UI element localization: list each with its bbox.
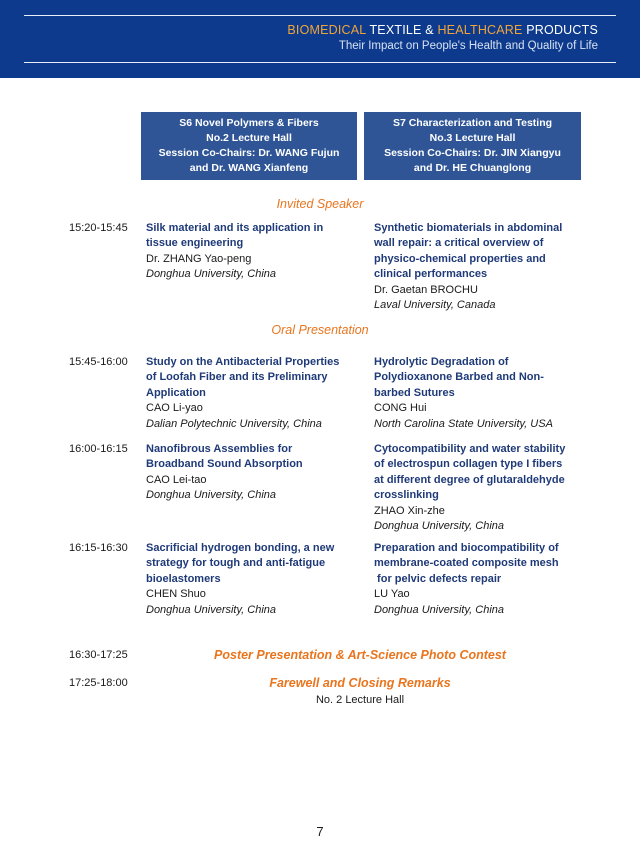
session-s7-chairs-cont: and Dr. HE Chuanglong: [413, 162, 532, 174]
talk-affiliation: Donghua University, China: [146, 603, 277, 616]
talk-affiliation: North Carolina State University, USA: [374, 417, 553, 430]
session-s7-chairs: Session Co-Chairs: Dr. JIN Xiangyu: [384, 147, 561, 159]
header-title: [287, 23, 598, 37]
header-title-healthcare: HEALTHCARE: [437, 23, 523, 37]
talk-title: Preparation and biocompatibility of membrane-coated composite mesh for pelvic defects repair: [374, 542, 559, 585]
talk-affiliation: Laval University, Canada: [374, 299, 496, 312]
talk-title: Synthetic biomaterials in abdominal wall repair: a critical overview of physico-chemical properties and clinical performances: [374, 222, 563, 281]
session-s6-hall: No.2 Lecture Hall: [206, 132, 292, 144]
oral-presentation-heading: Oral Presentation: [271, 323, 369, 337]
header-banner: [0, 0, 640, 78]
talk-affiliation: Donghua University, China: [374, 520, 505, 533]
talk-s6-slot2: [146, 355, 352, 432]
talk-speaker: Dr. Gaetan BROCHU: [374, 283, 478, 296]
header-rule-bottom: [24, 62, 616, 63]
talk-s7-slot4: [374, 541, 578, 618]
talk-affiliation: Donghua University, China: [374, 603, 505, 616]
talk-s7-slot2: [374, 355, 578, 432]
slot-time: 16:00-16:15: [69, 443, 128, 455]
header-title-textile: TEXTILE &: [366, 23, 438, 37]
talk-speaker: CAO Li-yao: [146, 402, 203, 415]
invited-speaker-heading: Invited Speaker: [276, 197, 364, 211]
session-box-s6: [141, 112, 357, 180]
talk-title: Silk material and its application in tissue engineering: [146, 222, 324, 250]
slot-time: 16:15-16:30: [69, 542, 128, 554]
talk-title: Hydrolytic Degradation of Polydioxanone Barbed and Non- barbed Sutures: [374, 356, 544, 399]
talk-speaker: Dr. ZHANG Yao-peng: [146, 252, 252, 265]
talk-speaker: LU Yao: [374, 588, 410, 601]
talk-s7-slot1: [374, 221, 578, 313]
talk-s6-slot3: [146, 442, 352, 504]
event-time: 16:30-17:25: [69, 649, 128, 661]
slot-time: 15:45-16:00: [69, 356, 128, 368]
poster-presentation-title: Poster Presentation & Art-Science Photo Contest: [214, 648, 506, 662]
slot-time: 15:20-15:45: [69, 222, 128, 234]
closing-remarks-location: No. 2 Lecture Hall: [315, 694, 405, 706]
talk-title: Sacrificial hydrogen bonding, a new strategy for tough and anti-fatigue bioelastomers: [146, 542, 335, 585]
page-number: 7: [316, 824, 324, 839]
header-subtitle: Their Impact on People's Health and Quality of Life: [338, 40, 598, 52]
talk-title: Nanofibrous Assemblies for Broadband Sound Absorption: [146, 443, 303, 471]
talk-title: Cytocompatibility and water stability of electrospun collagen type I fibers at different degree of glutaraldehyde crosslinking: [374, 443, 566, 502]
header-title-products: PRODUCTS: [522, 23, 598, 37]
session-s7-hall: No.3 Lecture Hall: [429, 132, 516, 144]
session-box-s7: [364, 112, 581, 180]
session-s6-chairs: Session Co-Chairs: Dr. WANG Fujun: [158, 147, 340, 159]
talk-affiliation: Dalian Polytechnic University, China: [146, 417, 322, 430]
session-s6-title: S6 Novel Polymers & Fibers: [179, 117, 319, 129]
talk-affiliation: Donghua University, China: [146, 268, 277, 281]
talk-speaker: CHEN Shuo: [146, 588, 206, 601]
talk-s6-slot4: [146, 541, 352, 618]
talk-s6-slot1: [146, 221, 352, 283]
event-time: 17:25-18:00: [69, 677, 128, 689]
talk-speaker: CONG Hui: [374, 402, 427, 415]
session-s7-title: S7 Characterization and Testing: [392, 117, 553, 129]
closing-remarks-title: Farewell and Closing Remarks: [269, 676, 451, 690]
talk-title: Study on the Antibacterial Properties of Loofah Fiber and its Preliminary Application: [146, 356, 340, 399]
talk-affiliation: Donghua University, China: [146, 489, 277, 502]
talk-s7-slot3: [374, 442, 578, 534]
talk-speaker: CAO Lei-tao: [146, 473, 207, 486]
talk-speaker: ZHAO Xin-zhe: [374, 504, 445, 517]
header-title-biomedical: BIOMEDICAL: [287, 23, 366, 37]
header-rule-top: [24, 15, 616, 16]
session-s6-chairs-cont: and Dr. WANG Xianfeng: [189, 162, 309, 174]
